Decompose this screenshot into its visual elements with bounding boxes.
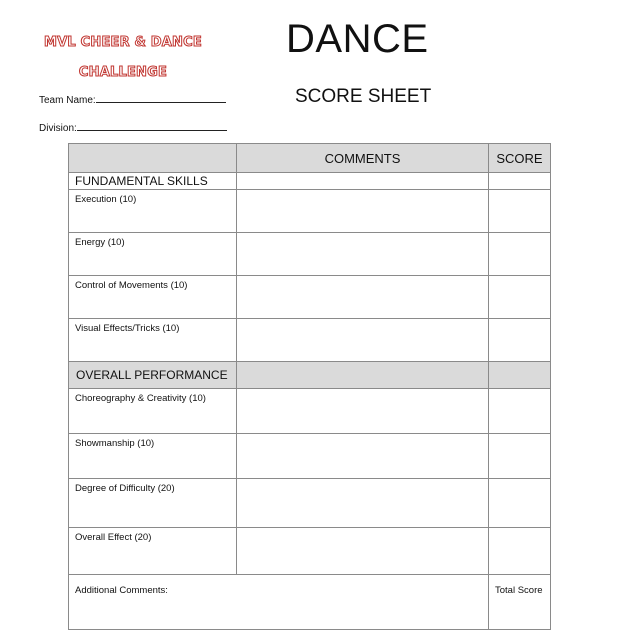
- table-row: [69, 528, 551, 575]
- section-row-fundamental: [69, 173, 551, 190]
- comment-cell[interactable]: [237, 276, 489, 319]
- score-cell[interactable]: [489, 276, 551, 319]
- score-cell[interactable]: [489, 190, 551, 233]
- comment-cell[interactable]: [237, 434, 489, 479]
- comment-cell[interactable]: [237, 319, 489, 362]
- team-name-field[interactable]: [39, 93, 226, 106]
- team-name-blank-line[interactable]: [96, 93, 226, 103]
- criterion-label: Control of Movements (10): [69, 276, 237, 319]
- criterion-label: Showmanship (10): [69, 434, 237, 479]
- table-header-row: [69, 144, 551, 173]
- logo-line-2: CHALLENGE: [78, 65, 168, 80]
- score-cell[interactable]: [489, 528, 551, 575]
- criterion-label: Choreography & Creativity (10): [69, 389, 237, 434]
- additional-comments-row: [69, 575, 551, 630]
- comment-cell[interactable]: [237, 190, 489, 233]
- section-title-fundamental: FUNDAMENTAL SKILLS: [69, 173, 237, 190]
- section-row-overall: [69, 362, 551, 389]
- header-blank-cell: [69, 144, 237, 173]
- criterion-label: Overall Effect (20): [69, 528, 237, 575]
- table-row: [69, 233, 551, 276]
- score-cell[interactable]: [489, 434, 551, 479]
- section-blank-cell: [237, 362, 489, 389]
- score-cell[interactable]: [489, 319, 551, 362]
- table-row: [69, 389, 551, 434]
- table-row: [69, 319, 551, 362]
- section-blank-cell: [489, 362, 551, 389]
- page-title: DANCE: [286, 17, 429, 61]
- total-score-label[interactable]: Total Score: [489, 575, 551, 630]
- comments-header: COMMENTS: [237, 144, 489, 173]
- table-row: [69, 276, 551, 319]
- score-cell[interactable]: [489, 389, 551, 434]
- criterion-label: Visual Effects/Tricks (10): [69, 319, 237, 362]
- table-row: [69, 190, 551, 233]
- criterion-label: Energy (10): [69, 233, 237, 276]
- event-logo: [38, 28, 208, 88]
- score-table: [68, 143, 551, 630]
- section-title-overall: OVERALL PERFORMANCE: [69, 362, 237, 389]
- criterion-label: Degree of Difficulty (20): [69, 479, 237, 528]
- table-row: [69, 479, 551, 528]
- table-row: [69, 434, 551, 479]
- additional-comments-label[interactable]: Additional Comments:: [69, 575, 489, 630]
- team-name-label: Team Name:: [39, 95, 96, 106]
- page-subtitle: SCORE SHEET: [295, 86, 432, 107]
- score-cell[interactable]: [489, 233, 551, 276]
- logo-line-1: MVL CHEER & DANCE: [44, 35, 202, 50]
- comment-cell[interactable]: [237, 528, 489, 575]
- comment-cell[interactable]: [237, 479, 489, 528]
- score-cell[interactable]: [489, 479, 551, 528]
- comment-cell[interactable]: [237, 389, 489, 434]
- division-blank-line[interactable]: [77, 121, 227, 131]
- division-label: Division:: [39, 123, 77, 134]
- criterion-label: Execution (10): [69, 190, 237, 233]
- comment-cell[interactable]: [237, 233, 489, 276]
- score-header: SCORE: [489, 144, 551, 173]
- division-field[interactable]: [39, 121, 227, 134]
- section-blank-cell: [489, 173, 551, 190]
- section-blank-cell: [237, 173, 489, 190]
